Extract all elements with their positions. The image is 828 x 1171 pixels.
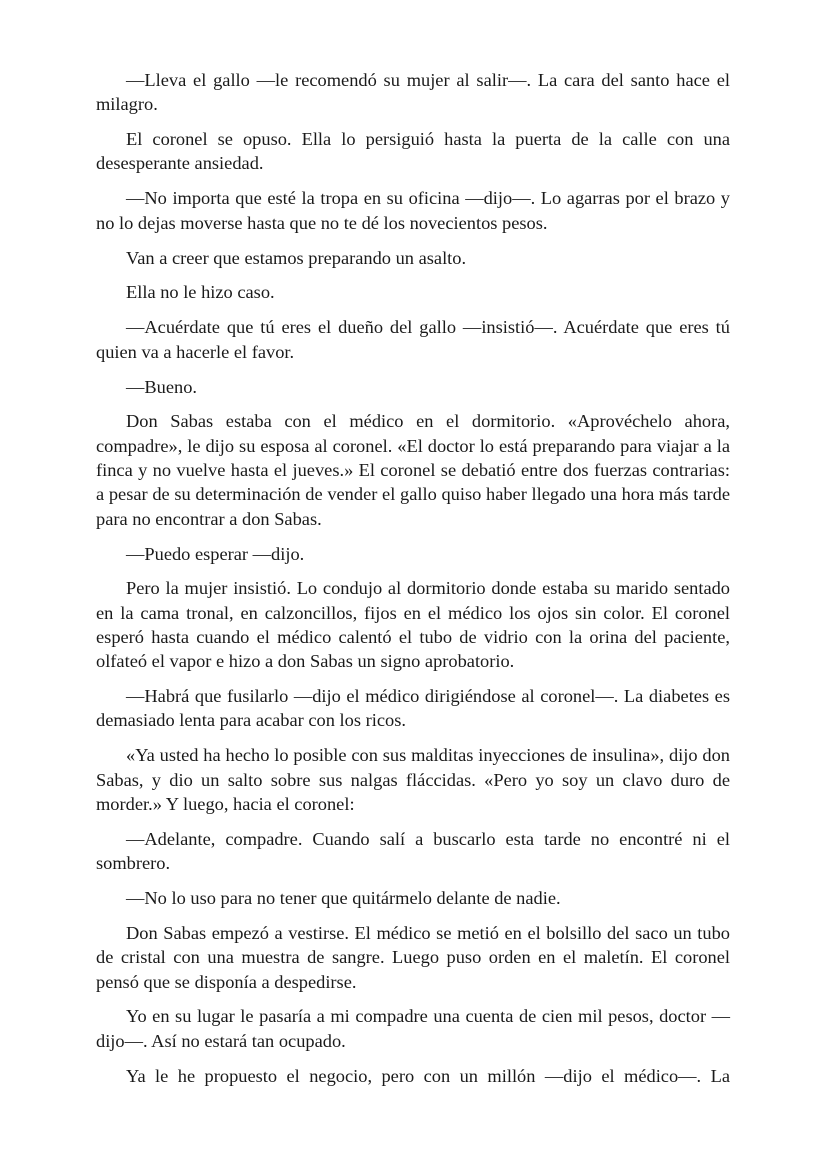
book-page xyxy=(96,68,730,1098)
paragraph: Yo en su lugar le pasaría a mi compadre una cuenta de cien mil pesos, doctor —dijo—. Así no estará tan ocupado. xyxy=(96,1006,730,1051)
paragraph: Van a creer que estamos preparando un asalto. xyxy=(126,247,467,268)
paragraph: —No lo uso para no tener que quitármelo delante de nadie. xyxy=(126,888,561,909)
paragraph: Don Sabas empezó a vestirse. El médico se metió en el bolsillo del saco un tubo de cristal con una muestra de sangre. Luego puso orden en el maletín. El coronel pensó que se disponía a despedirse. xyxy=(96,922,730,992)
paragraph: Don Sabas estaba con el médico en el dormitorio. «Aprovéchelo ahora, compadre», le dijo su esposa al coronel. «El doctor lo está preparando para viajar a la finca y no vuelve hasta el jueves.» El coronel se debatió entre dos fuerzas contrarias: a pesar de su determinación de vender el gallo quiso haber llegado una hora más tarde para no encontrar a don Sabas. xyxy=(96,411,730,529)
paragraph: «Ya usted ha hecho lo posible con sus malditas inyecciones de insulina», dijo don Sabas, y dio un salto sobre sus nalgas fláccidas. «Pero yo soy un clavo duro de morder.» Y luego, hacia el coronel: xyxy=(96,745,730,814)
paragraph: Ella no le hizo caso. xyxy=(126,282,275,303)
paragraph: —Puedo esperar —dijo. xyxy=(126,543,305,564)
paragraph: —Habrá que fusilarlo —dijo el médico dirigiéndose al coronel—. La diabetes es demasiado lenta para acabar con los ricos. xyxy=(96,686,730,731)
paragraph: —Adelante, compadre. Cuando salí a buscarlo esta tarde no encontré ni el sombrero. xyxy=(96,828,730,874)
paragraph: —Acuérdate que tú eres el dueño del gallo —insistió—. Acuérdate que eres tú quien va a hacerle el favor. xyxy=(96,317,730,362)
paragraph: —No importa que esté la tropa en su oficina —dijo—. Lo agarras por el brazo y no lo dejas moverse hasta que no te dé los novecientos pesos. xyxy=(96,188,730,233)
paragraph: El coronel se opuso. Ella lo persiguió hasta la puerta de la calle con una desesperante ansiedad. xyxy=(96,129,730,174)
paragraph: Ya le he propuesto el negocio, pero con un millón —dijo el médico—. La xyxy=(126,1065,730,1086)
paragraph: —Lleva el gallo —le recomendó su mujer al salir—. La cara del santo hace el milagro. xyxy=(96,70,730,115)
paragraph: Pero la mujer insistió. Lo condujo al dormitorio donde estaba su marido sentado en la cama tronal, en calzoncillos, fijos en el médico los ojos sin color. El coronel esperó hasta cuando el médico calentó el tubo de vidrio con la orina del paciente, olfateó el vapor e hizo a don Sabas un signo aprobatorio. xyxy=(96,578,730,672)
paragraph: —Bueno. xyxy=(126,376,198,397)
